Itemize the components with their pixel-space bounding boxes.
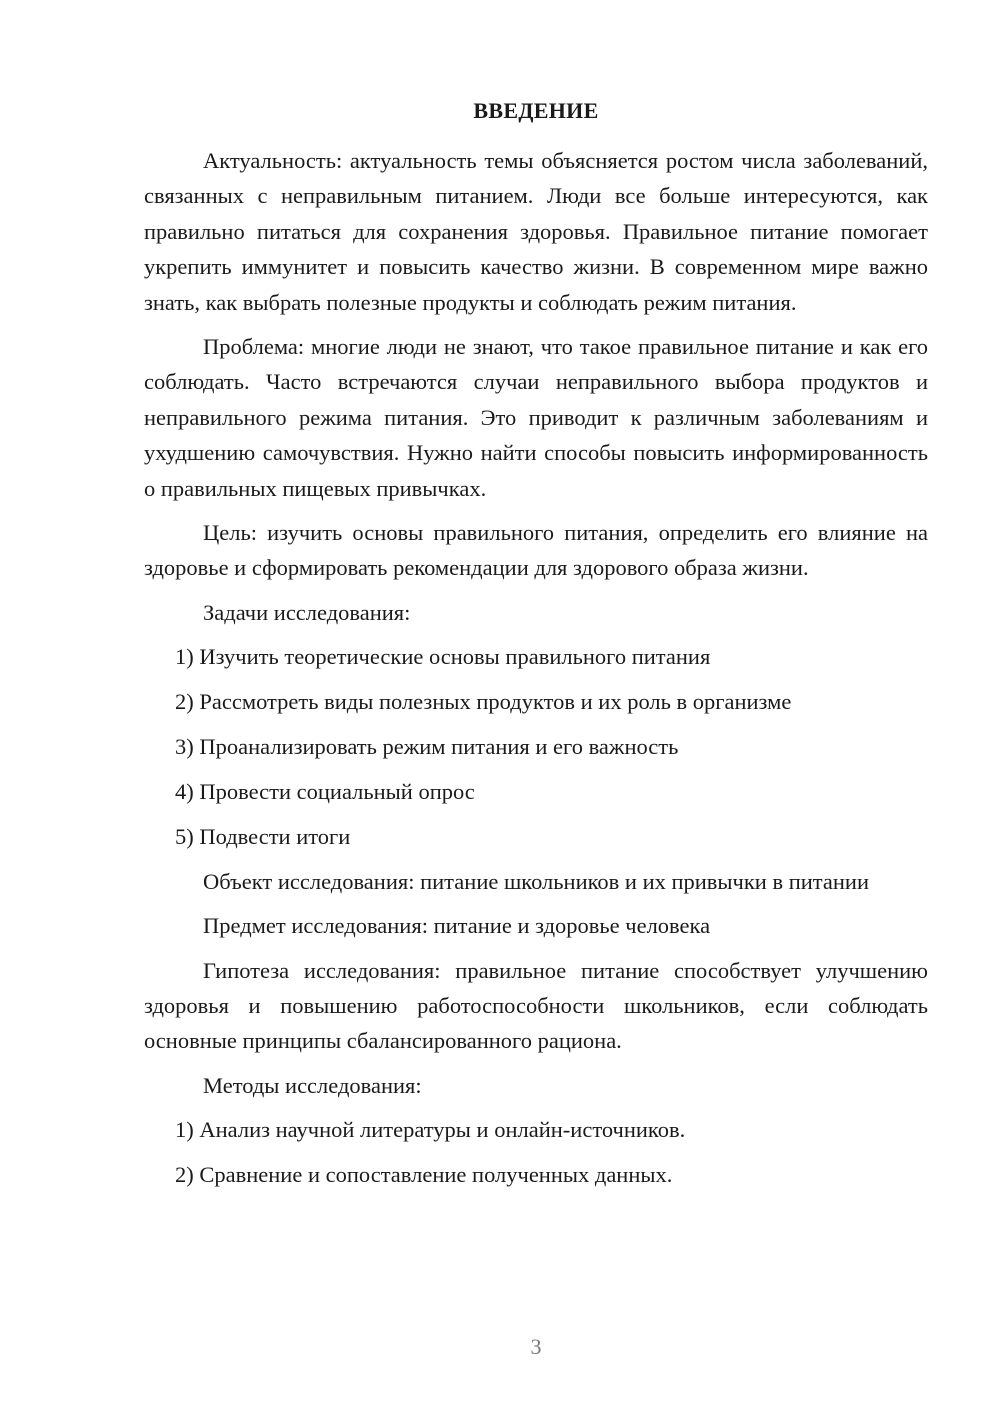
list-item: 1) Анализ научной литературы и онлайн-источников. (175, 1117, 686, 1143)
methods-list (144, 1112, 928, 1192)
page-title: ВВЕДЕНИЕ (473, 98, 599, 123)
subject-paragraph: Предмет исследования: питание и здоровье человека (203, 913, 711, 939)
list-item: 2) Рассмотреть виды полезных продуктов и их роль в организме (175, 689, 792, 715)
list-item: 4) Провести социальный опрос (175, 779, 475, 804)
tasks-heading: Задачи исследования: (203, 599, 411, 625)
list-item: 2) Сравнение и сопоставление полученных данных. (175, 1162, 673, 1188)
page-number: 3 (530, 1334, 542, 1359)
object-paragraph: Объект исследования: питание школьников и их привычки в питании (203, 868, 870, 894)
methods-heading: Методы исследования: (203, 1072, 422, 1098)
goal-paragraph: Цель: изучить основы правильного питания, определить его влияние на здоровье и сформировать рекомендации для здорового образа жизни. (144, 520, 928, 581)
tasks-list (144, 639, 928, 854)
list-item: 1) Изучить теоретические основы правильного питания (175, 644, 711, 670)
body-text (144, 143, 928, 1202)
problem-paragraph: Проблема: многие люди не знают, что такое правильное питание и как его соблюдать. Часто встречаются случаи неправильного выбора продуктов и неправильного режима питания. Это приводит к различным заболеваниям и ухудшению самочувствия. Нужно найти способы повысить информированность о правильных пищевых привычках. (144, 334, 928, 501)
list-item: 5) Подвести итоги (175, 823, 351, 849)
list-item: 3) Проанализировать режим питания и его важность (175, 734, 679, 760)
relevance-paragraph: Актуальность: актуальность темы объясняется ростом числа заболеваний, связанных с неправильным питанием. Люди все больше интересуются, как правильно питаться для сохранения здоровья. Правильное питание помогает укрепить иммунитет и повысить качество жизни. В современном мире важно знать, как выбрать полезные продукты и соблюдать режим питания. (144, 148, 928, 315)
hypothesis-paragraph: Гипотеза исследования: правильное питание способствует улучшению здоровья и повышению работоспособности школьников, если соблюдать основные принципы сбалансированного рациона. (144, 957, 928, 1054)
